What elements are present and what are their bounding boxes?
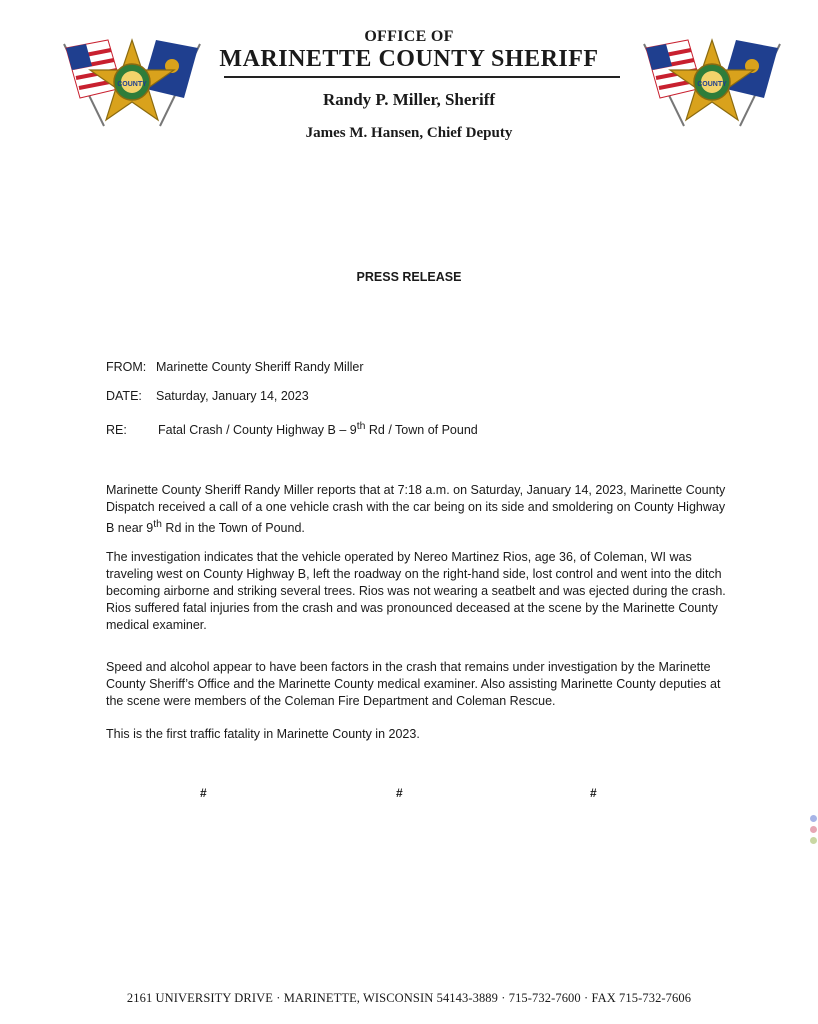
body-paragraph-2: The investigation indicates that the vehicle operated by Nereo Martinez Rios, age 36, of Coleman, WI was traveling west on County Highway B, left the roadway on the right-hand side, lost control and went into the ditch becoming airborne and striking several trees. Rios was not wearing a seatbelt and was ejected during the crash. Rios suffered fatal injuries from the crash and was pronounced deceased at the scene by the Marinette County medical examiner. (106, 550, 726, 632)
svg-text:COUNTY: COUNTY (697, 81, 727, 88)
letterhead-sheriff: Randy P. Miller, Sheriff (322, 90, 496, 109)
indicator-dot (810, 837, 817, 844)
svg-text:COUNTY: COUNTY (117, 81, 147, 88)
end-mark: # (590, 786, 597, 800)
letterhead-chief-deputy: James M. Hansen, Chief Deputy (305, 125, 513, 141)
press-release-title: PRESS RELEASE (356, 270, 462, 284)
header-from-value: Marinette County Sheriff Randy Miller (156, 360, 364, 374)
footer-address: 2161 UNIVERSITY DRIVE · MARINETTE, WISCONSIN 54143-3889 · 715-732-7600 · FAX 715-732-7606 (126, 991, 692, 1005)
header-date-label: DATE: (106, 389, 142, 403)
header-from-label: FROM: (106, 360, 147, 374)
header-re-value: Fatal Crash / County Highway B – 9th Rd / Town of Pound (158, 421, 478, 438)
body-paragraph-1: Marinette County Sheriff Randy Miller reports that at 7:18 a.m. on Saturday, January 14, 2023, Marinette County Dispatch received a call of a one vehicle crash with the car being on its side and smoldering on County Highway B near 9th Rd in the Town of Pound. (106, 483, 726, 536)
header-re-label: RE: (106, 423, 127, 438)
indicator-dot (810, 826, 817, 833)
page-indicator-dots (810, 815, 818, 848)
header-re (106, 421, 478, 437)
end-mark: # (200, 786, 207, 800)
body-paragraph-4: This is the first traffic fatality in Marinette County in 2023. (106, 727, 420, 741)
header-date (106, 389, 309, 403)
letterhead-divider (224, 76, 620, 78)
body-paragraph-3: Speed and alcohol appear to have been factors in the crash that remains under investigation by the Marinette County Sheriff’s Office and the Marinette County medical examiner. Also assisting Marinette County deputies at the scene were members of the Coleman Fire Department and Coleman Rescue. (106, 660, 721, 708)
indicator-dot (810, 815, 817, 822)
letterhead-agency-name: MARINETTE COUNTY SHERIFF (219, 46, 599, 72)
header-date-value: Saturday, January 14, 2023 (156, 389, 309, 403)
letterhead-office-of: OFFICE OF (364, 28, 454, 45)
end-mark: # (396, 786, 403, 800)
header-from (106, 360, 364, 374)
